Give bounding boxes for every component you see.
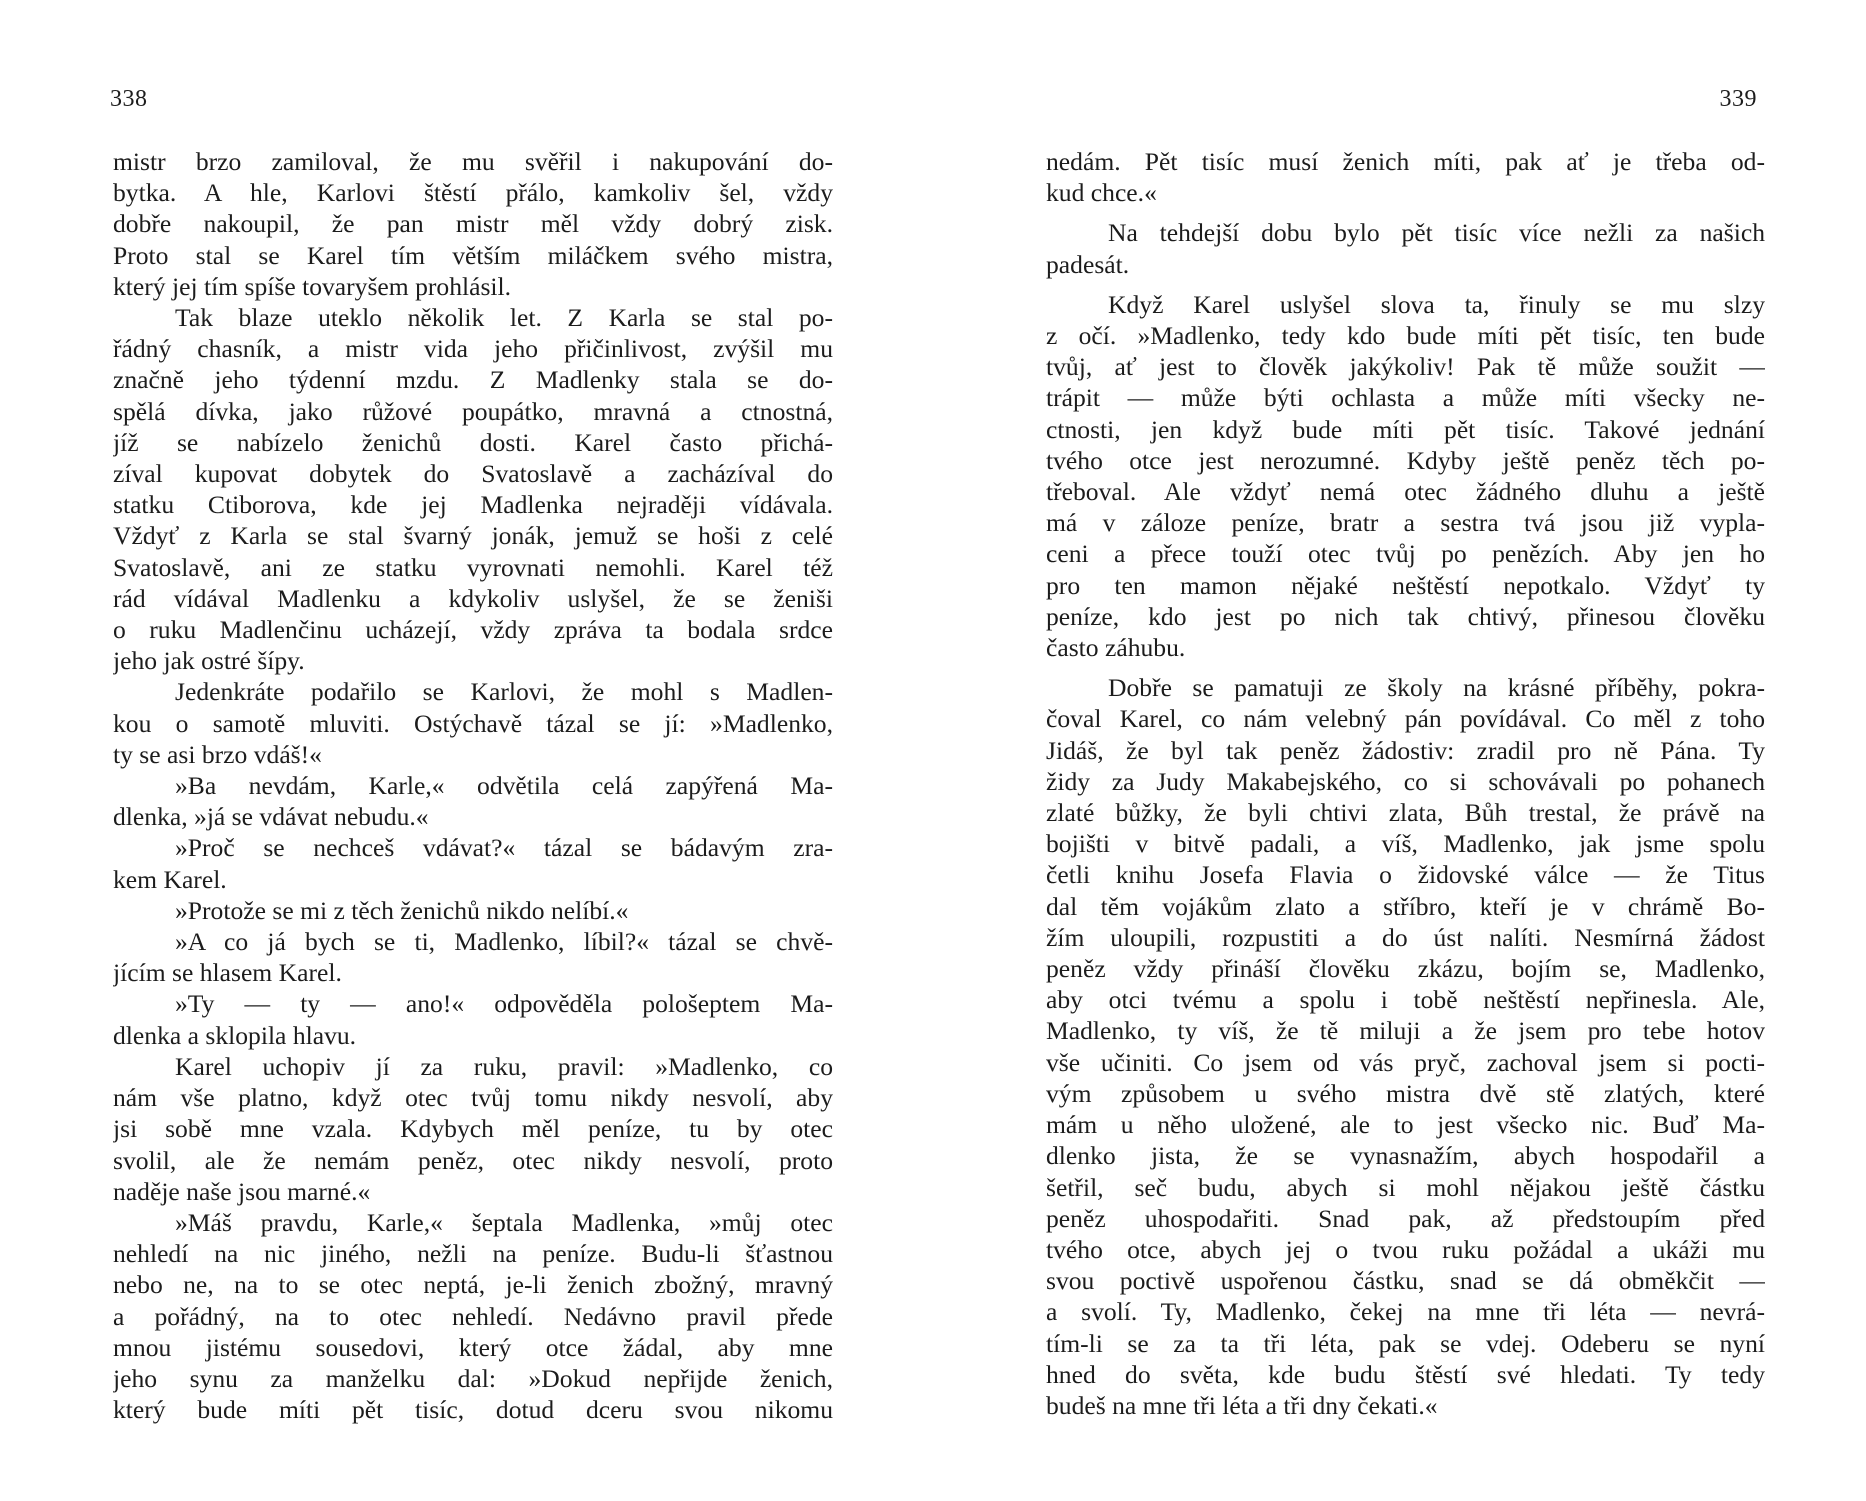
text-line: statku Ctiborova, kde jej Madlenka nejraději vídávala.: [113, 490, 833, 520]
text-line: a pořádný, na to otec nehledí. Nedávno pravil přede: [113, 1301, 833, 1331]
text-line: mistr brzo zamiloval, že mu svěřil i nakupování do-: [113, 147, 833, 176]
text-line: často záhubu.: [1046, 633, 1186, 663]
text-line: který jej tím spíše tovaryšem prohlásil.: [113, 271, 512, 301]
text-line: kou o samotě mluviti. Ostýchavě tázal se jí: »Madlenko,: [113, 708, 833, 738]
right-page: [933, 0, 1866, 1501]
text-line: vým způsobem u svého mistra dvě stě zlatých, které: [1046, 1078, 1765, 1108]
text-line: svolil, ale že nemám peněz, otec nikdy nesvolí, proto: [113, 1145, 833, 1175]
text-line: Na tehdejší dobu bylo pět tisíc více nežli za našich: [1108, 218, 1765, 248]
text-line: žím uloupili, rozpustiti a do úst nalíti. Nesmírná žádost: [1046, 922, 1765, 952]
text-line: nám vše platno, když otec tvůj tomu nikdy nesvolí, aby: [113, 1083, 833, 1113]
text-line: »Proč se nechceš vdávat?« tázal se bádavým zra-: [175, 833, 833, 863]
text-line: peněz vždy přináší člověku zkázu, bojím se, Madlenko,: [1046, 954, 1765, 984]
text-line: peněz uhospodařiti. Snad pak, až předstoupím před: [1046, 1203, 1765, 1233]
text-line: trápit — může býti ochlasta a může míti všecky ne-: [1046, 383, 1765, 413]
text-line: »Ty — ty — ano!« odpověděla pološeptem Ma-: [175, 989, 833, 1019]
text-line: »Máš pravdu, Karle,« šeptala Madlenka, »můj otec: [175, 1207, 833, 1237]
text-line: mnou jistému sousedovi, který otce žádal, aby mne: [113, 1332, 833, 1362]
text-line: Jidáš, že byl tak peněz žádostiv: zradil pro ně Pána. Ty: [1046, 735, 1765, 765]
text-line: Madlenko, ty víš, že tě miluji a že jsem pro tebe hotov: [1046, 1016, 1765, 1046]
text-line: mám u něho uložené, ale to jest všecko nic. Buď Ma-: [1046, 1110, 1765, 1140]
text-line: »Protože se mi z těch ženichů nikdo nelíbí.«: [175, 895, 629, 925]
text-line: řádný chasník, a mistr vida jeho přičinlivost, zvýšil mu: [113, 334, 833, 364]
text-line: bojišti v bitvě padali, a víš, Madlenko, jak jsme spolu: [1046, 829, 1765, 859]
text-line: čoval Karel, co nám velebný pán povídával. Co měl z toho: [1046, 704, 1765, 734]
text-line: padesát.: [1046, 249, 1130, 279]
text-line: třeboval. Ale vždyť nemá otec žádného dluhu a ještě: [1046, 477, 1765, 507]
text-line: Proto stal se Karel tím větším miláčkem svého mistra,: [113, 240, 833, 270]
text-line: který bude míti pět tisíc, dotud dceru svou nikomu: [113, 1395, 833, 1425]
text-line: bytka. A hle, Karlovi štěstí přálo, kamkoliv šel, vždy: [113, 178, 833, 208]
text-line: aby otci tvému a spolu i tobě neštěstí nepřinesla. Ale,: [1046, 985, 1765, 1015]
text-line: dal těm vojákům zlato a stříbro, kteří je v chrámě Bo-: [1046, 891, 1765, 921]
text-line: nedám. Pět tisíc musí ženich míti, pak ať je třeba od-: [1046, 147, 1765, 176]
text-line: šetřil, seč budu, abych si mohl nějakou ještě částku: [1046, 1172, 1765, 1202]
text-line: má v záloze peníze, bratr a sestra tvá jsou již vypla-: [1046, 508, 1765, 538]
text-line: kem Karel.: [113, 864, 227, 894]
text-line: budeš na mne tři léta a tři dny čekati.«: [1046, 1390, 1438, 1420]
left-page-text: [113, 146, 833, 1425]
text-line: spělá dívka, jako růžové poupátko, mravná a ctnostná,: [113, 396, 833, 426]
text-line: Vždyť z Karla se stal švarný jonák, jemuž se hoši z celé: [113, 521, 833, 551]
text-line: Tak blaze uteklo několik let. Z Karla se stal po-: [175, 303, 833, 333]
text-line: z očí. »Madlenko, tedy kdo bude míti pět tisíc, ten bude: [1046, 321, 1765, 351]
text-line: jíž se nabízelo ženichů dosti. Karel často přichá-: [113, 427, 833, 457]
text-line: nebo ne, na to se otec neptá, je-li ženich zbožný, mravný: [113, 1270, 833, 1300]
text-line: zlaté bůžky, že byli chtivi zlata, Bůh trestal, že právě na: [1046, 798, 1765, 828]
text-line: Jedenkráte podařilo se Karlovi, že mohl s Madlen-: [175, 677, 833, 707]
text-line: ceni a přece touží otec tvůj po penězích. Aby jen ho: [1046, 539, 1765, 569]
text-line: »Ba nevdám, Karle,« odvětila celá zapýřená Ma-: [175, 771, 833, 801]
text-line: o ruku Madlenčinu ucházejí, vždy zpráva ta bodala srdce: [113, 615, 833, 645]
text-line: kud chce.«: [1046, 178, 1157, 208]
text-line: jeho jak ostré šípy.: [113, 646, 305, 676]
text-line: dlenka, »já se vdávat nebudu.«: [113, 802, 429, 832]
text-line: četli knihu Josefa Flavia o židovské válce — že Titus: [1046, 860, 1765, 890]
text-line: Když Karel uslyšel slova ta, řinuly se mu slzy: [1108, 289, 1765, 319]
text-line: dlenka a sklopila hlavu.: [113, 1020, 357, 1050]
text-line: hned do světa, kde budu štěstí své hledati. Ty tedy: [1046, 1359, 1765, 1389]
text-line: svou poctivě uspořenou částku, snad se dá obměkčit —: [1046, 1266, 1765, 1296]
text-line: tvého otce, abych jej o tvou ruku požádal a ukáži mu: [1046, 1234, 1765, 1264]
text-line: ctnosti, jen když bude míti pět tisíc. Takové jednání: [1046, 414, 1765, 444]
text-line: naděje naše jsou marné.«: [113, 1176, 371, 1206]
page-number-right: 339: [1719, 86, 1757, 112]
text-line: zíval kupovat dobytek do Svatoslavě a zacházíval do: [113, 459, 833, 489]
text-line: jsi sobě mne vzala. Kdybych měl peníze, tu by otec: [113, 1114, 833, 1144]
text-line: dobře nakoupil, že pan mistr měl vždy dobrý zisk.: [113, 209, 833, 239]
text-line: tím-li se za ta tři léta, pak se vdej. Odeberu se nyní: [1046, 1328, 1765, 1358]
text-line: nehledí na nic jiného, nežli na peníze. Budu-li šťastnou: [113, 1239, 833, 1269]
text-line: jícím se hlasem Karel.: [113, 958, 342, 988]
text-line: jeho synu za manželku dal: »Dokud nepřijde ženich,: [113, 1363, 833, 1393]
text-line: pro ten mamon nějaké neštěstí nepotkalo. Vždyť ty: [1046, 570, 1765, 600]
text-line: židy za Judy Makabejského, co si schovávali po pohanech: [1046, 766, 1765, 796]
text-line: tvého otce jest nerozumné. Kdyby ještě peněz těch po-: [1046, 445, 1765, 475]
text-line: dlenko jista, že se vynasnažím, abych hospodařil a: [1046, 1141, 1765, 1171]
text-line: rád vídával Madlenku a kdykoliv uslyšel, že se ženiši: [113, 583, 833, 613]
text-line: »A co já bych se ti, Madlenko, líbil?« tázal se chvě-: [175, 927, 833, 957]
page-number-left: 338: [110, 86, 148, 112]
text-line: tvůj, ať jest to člověk jakýkoliv! Pak tě může soužit —: [1046, 352, 1765, 382]
text-line: peníze, kdo jest po nich tak chtivý, přinesou člověku: [1046, 601, 1765, 631]
text-line: Dobře se pamatuji ze školy na krásné příběhy, pokra-: [1108, 673, 1765, 703]
right-page-text: [1046, 146, 1765, 1421]
text-line: Svatoslavě, ani ze statku vyrovnati nemohli. Karel též: [113, 552, 833, 582]
text-line: vše učiniti. Co jsem od vás pryč, zachoval jsem si pocti-: [1046, 1047, 1765, 1077]
text-line: ty se asi brzo vdáš!«: [113, 739, 322, 769]
text-line: Karel uchopiv jí za ruku, pravil: »Madlenko, co: [175, 1051, 833, 1081]
text-line: a svolí. Ty, Madlenko, čekej na mne tři léta — nevrá-: [1046, 1297, 1765, 1327]
text-line: značně jeho týdenní mzdu. Z Madlenky stala se do-: [113, 365, 833, 395]
